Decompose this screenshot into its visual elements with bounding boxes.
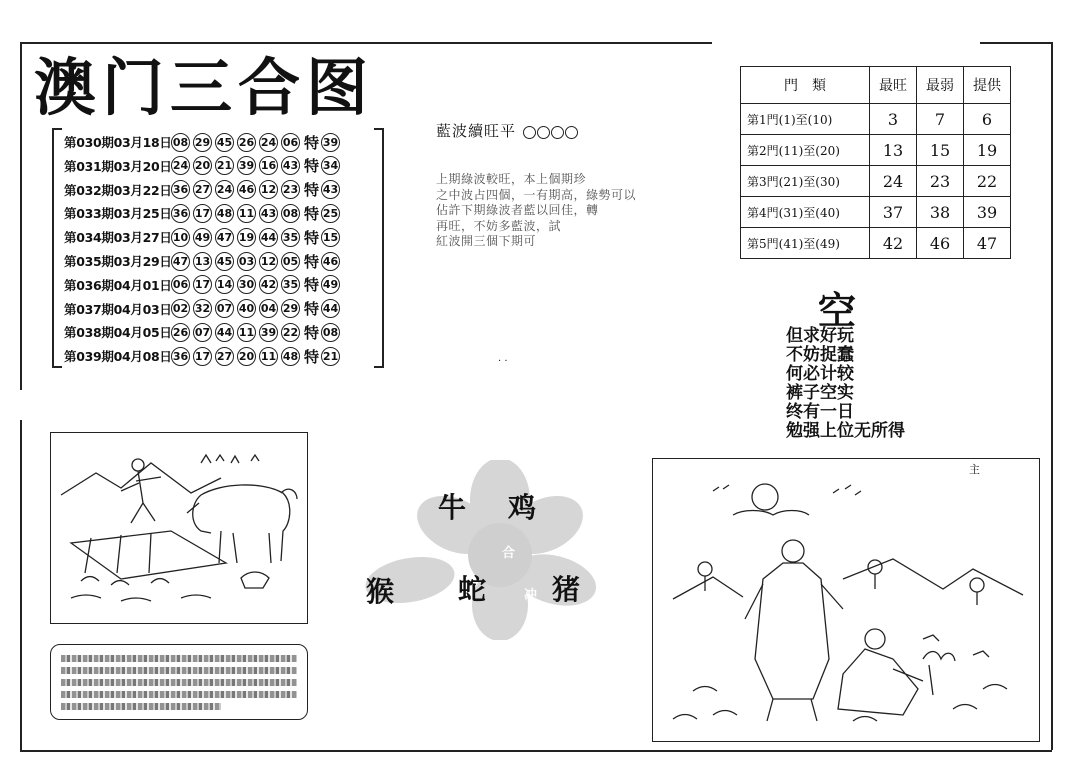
note-line: [61, 667, 297, 674]
number-ball: 16: [259, 156, 278, 175]
zodiac-pig: 猪: [552, 573, 581, 606]
list-bracket-left: [52, 128, 62, 368]
special-mark: 特: [304, 323, 320, 342]
list-bracket-right: [374, 128, 384, 368]
poem-line: 何必计较: [786, 364, 854, 384]
header-offer: 提供: [964, 67, 1011, 104]
number-ball: 48: [215, 204, 234, 223]
number-ball: 24: [171, 156, 190, 175]
poem-line: 但求好玩: [786, 326, 854, 346]
zodiac-ox: 牛: [438, 491, 467, 524]
row-offer: 19: [964, 135, 1011, 166]
draw-label: 第038期04月05日: [64, 325, 172, 341]
table-row: [741, 135, 1011, 166]
special-mark: 特: [304, 133, 320, 152]
number-ball: 06: [281, 133, 300, 152]
blue-wave-line: 紅波開三個下期可: [436, 234, 537, 248]
number-ball: 46: [237, 180, 256, 199]
draw-results-list: [52, 128, 384, 368]
draw-label: 第031期03月20日: [64, 158, 172, 174]
number-ball: 03: [237, 252, 256, 271]
row-label: 第4門(31)至(40): [741, 197, 870, 228]
number-ball: 07: [193, 323, 212, 342]
flower-petals: [350, 460, 620, 640]
zodiac-monkey: 猴: [366, 575, 395, 608]
poem-line: 勉强上位无所得: [786, 421, 905, 441]
number-ball: 17: [193, 204, 212, 223]
draw-label: 第039期04月08日: [64, 349, 172, 365]
number-ball: 27: [215, 347, 234, 366]
blue-wave-line: 再旺，不妨多藍波，試: [436, 218, 562, 233]
table-row: [741, 104, 1011, 135]
poem-line: 不妨捉蠢: [786, 345, 854, 365]
poem-body: [786, 327, 905, 441]
number-ball: 48: [281, 347, 300, 366]
blue-wave-line: 佔許下期綠波者藍以回佳，轉: [436, 203, 599, 217]
number-ball: 45: [215, 133, 234, 152]
table-row: [64, 155, 343, 177]
field-illustration: [652, 458, 1040, 742]
special-ball: 46: [321, 252, 340, 271]
table-row: [64, 250, 343, 272]
table-row: [64, 202, 343, 224]
row-max: 42: [870, 228, 917, 259]
row-min: 38: [917, 197, 964, 228]
blue-wave-line: 上期綠波較旺，本上個期珍: [436, 172, 587, 186]
number-ball: 20: [237, 347, 256, 366]
number-ball: 23: [281, 180, 300, 199]
blue-wave-heading: [436, 120, 578, 141]
number-ball: 21: [215, 156, 234, 175]
table-row: [64, 345, 343, 367]
row-offer: 47: [964, 228, 1011, 259]
poem-title: 空: [818, 289, 857, 333]
frame-top-left: [20, 42, 712, 44]
number-ball: 30: [237, 275, 256, 294]
note-line: [61, 691, 297, 698]
table-row: [64, 274, 343, 296]
poem-line: 终有一日: [786, 402, 854, 422]
number-ball: 43: [281, 156, 300, 175]
number-ball: 36: [171, 180, 190, 199]
special-mark: 特: [304, 157, 320, 176]
special-ball: 49: [321, 275, 340, 294]
row-label: 第3門(21)至(30): [741, 166, 870, 197]
frame-bottom: [20, 750, 1052, 752]
men-category-table: [740, 66, 1011, 259]
number-ball: 26: [171, 323, 190, 342]
number-ball: 05: [281, 252, 300, 271]
special-ball: 21: [321, 347, 340, 366]
row-label: 第2門(11)至(20): [741, 135, 870, 166]
note-line: [61, 679, 297, 686]
frame-right: [1051, 42, 1053, 750]
number-ball: 13: [193, 252, 212, 271]
number-ball: 44: [215, 323, 234, 342]
table-row: [64, 298, 343, 320]
number-ball: 14: [215, 275, 234, 294]
number-ball: 11: [237, 323, 256, 342]
number-ball: 29: [193, 133, 212, 152]
row-min: 15: [917, 135, 964, 166]
draw-label: 第030期03月18日: [64, 135, 172, 150]
blue-wave-title: 藍波續旺平: [436, 122, 517, 140]
number-ball: 39: [237, 156, 256, 175]
number-ball: 40: [237, 299, 256, 318]
row-min: 7: [917, 104, 964, 135]
number-ball: 17: [193, 275, 212, 294]
number-ball: 20: [193, 156, 212, 175]
row-label: 第1門(1)至(10): [741, 104, 870, 135]
ploughing-drawing: [51, 433, 307, 623]
field-drawing: [653, 459, 1039, 741]
special-ball: 15: [321, 228, 340, 247]
note-line: [61, 703, 221, 710]
number-ball: 49: [193, 228, 212, 247]
draw-label: 第036期04月01日: [64, 277, 172, 293]
frame-top-right: [980, 42, 1052, 44]
number-ball: 19: [237, 228, 256, 247]
number-ball: 07: [215, 299, 234, 318]
number-ball: 35: [281, 275, 300, 294]
decorative-dots: · ·: [498, 356, 508, 367]
number-ball: 06: [171, 275, 190, 294]
special-mark: 特: [304, 204, 320, 223]
special-ball: 34: [321, 156, 340, 175]
special-ball: 43: [321, 180, 340, 199]
row-label: 第5門(41)至(49): [741, 228, 870, 259]
number-ball: 12: [259, 252, 278, 271]
special-mark: 特: [304, 181, 320, 200]
ghost-chong-text: 冲: [524, 588, 538, 603]
number-ball: 11: [237, 204, 256, 223]
table-row: [741, 197, 1011, 228]
right-pic-mark: 主: [969, 463, 980, 476]
header-category: 門 類: [741, 67, 870, 104]
special-ball: 25: [321, 204, 340, 223]
table-row: [64, 321, 343, 343]
special-mark: 特: [304, 347, 320, 366]
special-ball: 44: [321, 299, 340, 318]
row-offer: 39: [964, 197, 1011, 228]
row-offer: 6: [964, 104, 1011, 135]
zodiac-snake: 蛇: [458, 573, 487, 606]
header-max: 最旺: [870, 67, 917, 104]
number-ball: 10: [171, 228, 190, 247]
poem-line: 裤子空实: [786, 383, 854, 403]
special-ball: 39: [321, 133, 340, 152]
number-ball: 29: [281, 299, 300, 318]
number-ball: 36: [171, 347, 190, 366]
number-ball: 17: [193, 347, 212, 366]
blue-wave-line: 之中波占四個，一有期高，綠勢可以: [436, 187, 637, 202]
number-ball: 44: [259, 228, 278, 247]
row-max: 37: [870, 197, 917, 228]
special-mark: 特: [304, 276, 320, 295]
table-row: [64, 131, 343, 153]
number-ball: 35: [281, 228, 300, 247]
row-offer: 22: [964, 166, 1011, 197]
number-ball: 47: [171, 252, 190, 271]
number-ball: 36: [171, 204, 190, 223]
number-ball: 32: [193, 299, 212, 318]
number-ball: 24: [259, 133, 278, 152]
number-ball: 02: [171, 299, 190, 318]
number-ball: 39: [259, 323, 278, 342]
number-ball: 27: [193, 180, 212, 199]
ploughing-illustration: [50, 432, 308, 624]
number-ball: 45: [215, 252, 234, 271]
table-header-row: [741, 67, 1011, 104]
number-ball: 24: [215, 180, 234, 199]
number-ball: 12: [259, 180, 278, 199]
number-ball: 43: [259, 204, 278, 223]
circle-icon: [522, 122, 578, 140]
special-mark: 特: [304, 228, 320, 247]
zodiac-rooster: 鸡: [508, 491, 537, 524]
page-title: 澳门三合图: [34, 51, 375, 124]
row-max: 13: [870, 135, 917, 166]
note-line: [61, 655, 297, 662]
zodiac-flower: [350, 460, 620, 640]
draw-label: 第033期03月25日: [64, 206, 172, 222]
frame-left-top: [20, 42, 22, 390]
row-max: 3: [870, 104, 917, 135]
draw-label: 第032期03月22日: [64, 182, 172, 198]
table-row: [64, 179, 343, 201]
number-ball: 04: [259, 299, 278, 318]
row-max: 24: [870, 166, 917, 197]
blue-wave-paragraph: [436, 172, 666, 250]
number-ball: 22: [281, 323, 300, 342]
draw-label: 第035期03月29日: [64, 254, 172, 269]
number-ball: 11: [259, 347, 278, 366]
number-ball: 47: [215, 228, 234, 247]
ghost-he-text: 合: [502, 546, 516, 561]
draw-label: 第034期03月27日: [64, 230, 172, 246]
draw-label: 第037期04月03日: [64, 301, 172, 317]
table-row: [741, 228, 1011, 259]
table-row: [64, 226, 343, 248]
number-ball: 42: [259, 275, 278, 294]
fine-print-note: [50, 644, 308, 720]
row-min: 23: [917, 166, 964, 197]
table-row: [741, 166, 1011, 197]
frame-left-bottom: [20, 420, 22, 750]
special-mark: 特: [304, 300, 320, 319]
special-ball: 08: [321, 323, 340, 342]
header-min: 最弱: [917, 67, 964, 104]
number-ball: 08: [171, 133, 190, 152]
special-mark: 特: [304, 252, 320, 271]
number-ball: 08: [281, 204, 300, 223]
row-min: 46: [917, 228, 964, 259]
number-ball: 26: [237, 133, 256, 152]
